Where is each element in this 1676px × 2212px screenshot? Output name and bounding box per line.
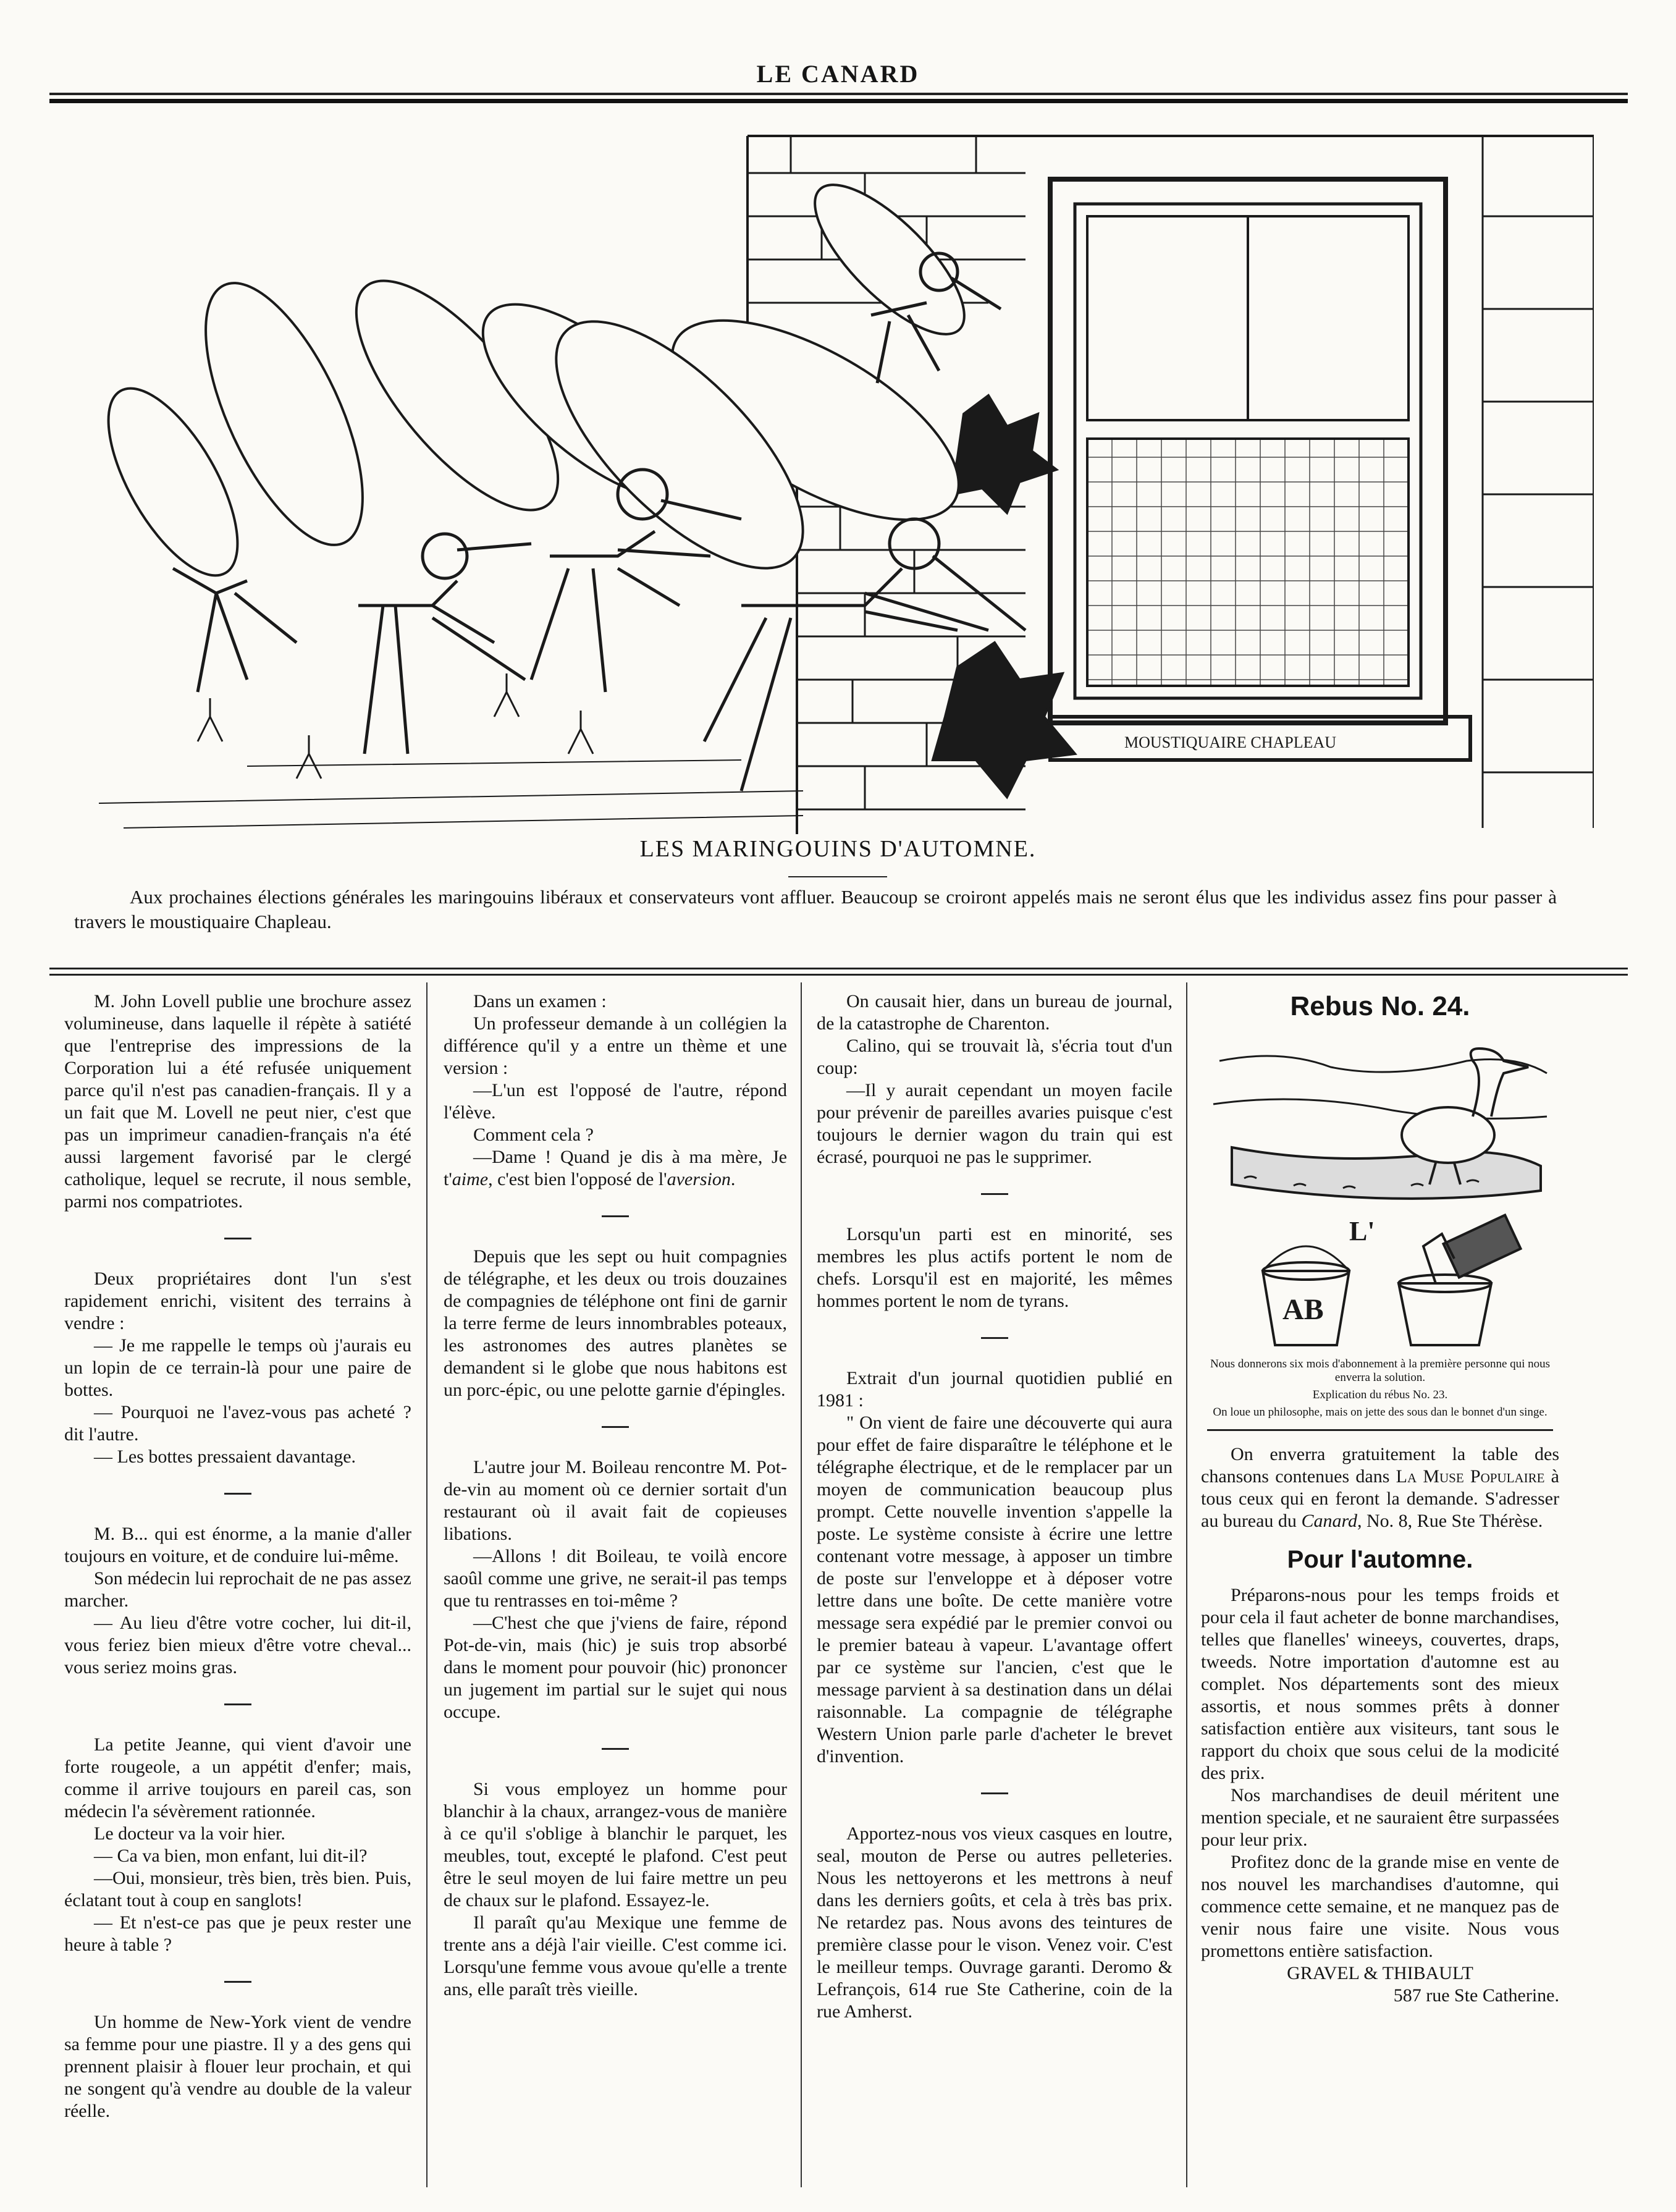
separator [981, 1337, 1008, 1339]
separator [981, 1193, 1008, 1195]
paragraph: Profitez donc de la grande mise en vente de nos nouvel les marchandises d'automne, qui commence cette semaine, et ne manquez pas de venir nous faire une visite. Nous vous promettons entière satisfaction. [1201, 1852, 1559, 1961]
separator [224, 1981, 251, 1983]
rebus-letters-ab: AB [1282, 1293, 1324, 1326]
paragraph: —Oui, monsieur, très bien, très bien. Puis, éclatant tout à coup en sanglots! [64, 1868, 411, 1910]
column-2 [444, 990, 787, 2001]
paragraph: M. John Lovell publie une brochure assez volumineuse, dans laquelle il répète à satiété que l'entreprise des impressions de la Corporation lui a été refusée uniquement parce qu'il n'est pas canadien-français. Il y a un fait que M. Lovell ne peut nier, c'est que pas un imprimeur canadien-français n'a été aussi largement favorisé par le clergé catholique, lequel se recrute, il nous semble, parmi nos compatriotes. [64, 991, 411, 1212]
paragraph: Dans un examen : [473, 991, 607, 1011]
section-rule-top [49, 968, 1628, 969]
masthead-rule-top [49, 93, 1628, 95]
illustration-caption: Aux prochaines élections générales les maringouins libéraux et conservateurs vont affluer. Beaucoup se croiront appelés mais ne seront élus que les individus assez fins pour passer à travers le moustiquaire Chapleau. [74, 886, 1557, 932]
text-run: On enverra gratuitement la table des chansons contenues dans [1201, 1444, 1559, 1487]
goose [1402, 1107, 1494, 1163]
section-title: Pour l'automne. [1287, 1546, 1473, 1573]
paragraph [444, 1146, 787, 1191]
separator [602, 1426, 629, 1428]
paragraph: Calino, qui se trouvait là, s'écria tout d'un coup: [817, 1036, 1173, 1078]
paragraph: Un professeur demande à un collégien la différence qu'il y a entre un thème et une version : [444, 1013, 787, 1078]
paragraph: — Ca va bien, mon enfant, lui dit-il? [94, 1846, 368, 1866]
paragraph: Son médecin lui reprochait de ne pas assez marcher. [64, 1568, 411, 1611]
paragraph: Un homme de New-York vient de vendre sa femme pour une piastre. Il y a des gens qui prennent plaisir à flouer leur prochain, et qui ne songent qu'à vendre au double de la valeur réelle. [64, 2012, 411, 2121]
paragraph [1201, 1443, 1559, 1532]
paragraph: " On vient de faire une découverte qui aura pour effet de faire disparaître le téléphone et le télégraphe électrique, et de le remplacer par un moyen de communication beaucoup plus prompt. Cette nouvelle invention s'appelle la poste. Le système consiste à écrire une lettre contenant votre message, à apposer un timbre de poste sur l'enveloppe et à déposer votre lettre dans une boîte. De cette manière votre message sera expédié par le premier convoi ou le premier bateau à vapeur. L'avantage offert par ce système sur l'ancien, c'est que le message parvient à sa destination dans un délai raisonnable. La compagnie de télégraphe Western Union parle parle d'acheter le brevet d'invention. [817, 1412, 1173, 1767]
paragraph: Nos marchandises de deuil méritent une mention speciale, et ne sauraient être surpassées pour leur prix. [1201, 1785, 1559, 1850]
column-divider-1 [426, 982, 427, 2187]
column-4 [1201, 990, 1559, 2007]
text-run: , No. 8, Rue Ste Thérèse. [1357, 1511, 1543, 1531]
separator [224, 1238, 251, 1239]
text-run: à tous ceux qui en feront la demande. S'adresser au bureau du [1201, 1466, 1559, 1531]
rebus-note: Nous donnerons six mois d'abonnement à la première personne qui nous enverra la solution. [1210, 1357, 1551, 1384]
text-run: . [730, 1169, 736, 1189]
paragraph: Si vous employez un homme pour blanchir à la chaux, arrangez-vous de manière à ce qu'il s'oblige à blanchir le parquet, les meubles, tout, excepté le plafond. C'est peut être le seul moyen de lui faire mettre un peu de chaux sur le plafond. Essayez-le. [444, 1779, 787, 1910]
title-underline [788, 876, 887, 877]
separator [224, 1493, 251, 1495]
masthead-rule-bottom [49, 99, 1628, 103]
paragraph: Préparons-nous pour les temps froids et pour cela il faut acheter de bonne marchandises, telles que flanelles' wineeys, couvertes, draps, tweeds. Notre importation d'automne est au complet. Nos départements sont des mieux assortis, et nous sommes prêts à donner satisfaction entière aux visiteurs, tant sous le rapport du choix que sous celui de la modicité des prix. [1201, 1585, 1559, 1783]
italic-word: aversion [667, 1169, 731, 1189]
illustration-title: LES MARINGOUINS D'AUTOMNE. [639, 836, 1037, 862]
separator [602, 1748, 629, 1750]
paragraph: — Au lieu d'être votre cocher, lui dit-il, vous feriez bien mieux d'être votre cheval... vous seriez moins gras. [64, 1613, 411, 1678]
paragraph: Extrait d'un journal quotidien publié en 1981 : [817, 1368, 1173, 1411]
paragraph: —C'hest che que j'viens de faire, répond Pot-de-vin, mais (hic) je suis trop absorbé dans le moment pour pouvoir (hic) prononcer un jugement im partial sur le sujet qui nous occupe. [444, 1613, 787, 1722]
paragraph: On causait hier, dans un bureau de journal, de la catastrophe de Charenton. [817, 991, 1173, 1034]
paragraph: Il paraît qu'au Mexique une femme de trente ans a déjà l'air vieille. C'est comme ici. Lorsqu'une femme vous avoue qu'elle a trente ans, elle paraît très vieille. [444, 1912, 787, 1999]
rebus-letters-l: L' [1349, 1216, 1375, 1246]
rebus-explanation: On loue un philosophe, mais on jette des sous dan le bonnet d'un singe. [1213, 1406, 1548, 1419]
paragraph: —Allons ! dit Boileau, te voilà encore saoûl comme une grive, ne serait-il pas temps que tu rentrasses en toi-même ? [444, 1546, 787, 1611]
separator [224, 1703, 251, 1705]
text-run: , c'est bien l'opposé de l' [488, 1169, 667, 1189]
paragraph: — Pourquoi ne l'avez-vous pas acheté ? dit l'autre. [64, 1402, 411, 1445]
mosquito-screen [1087, 439, 1409, 686]
paragraph: — Et n'est-ce pas que je peux rester une heure à table ? [64, 1912, 411, 1955]
paragraph: L'autre jour M. Boileau rencontre M. Pot-de-vin au moment où ce dernier sortait d'un restaurant où il avait fait de copieuses libations. [444, 1457, 787, 1544]
separator [981, 1792, 1008, 1794]
rebus-illustration [1207, 1024, 1553, 1357]
paragraph: Comment cela ? [473, 1125, 594, 1145]
italic-word: aime [452, 1169, 489, 1189]
separator [602, 1215, 629, 1217]
publication-title: La Muse Populaire [1396, 1466, 1545, 1487]
rebus-title: Rebus No. 24. [1290, 991, 1470, 1021]
paragraph: — Les bottes pressaient davantage. [94, 1446, 356, 1467]
paragraph: Deux propriétaires dont l'un s'est rapidement enrichi, visitent des terrains à vendre : [64, 1269, 411, 1333]
column-3 [817, 990, 1173, 2023]
paragraph: Apportez-nous vos vieux casques en loutre, seal, mouton de Perse ou autres pelleteries. Nous les nettoyerons et les mettrons à neuf dans les derniers goûts, et cela à très bas prix. Ne retardez pas. Nous avons des teintures de première classe pour le vison. Venez voir. C'est le meilleur temps. Ouvrage garanti. Deromo & Lefrançois, 614 rue Ste Catherine, coin de la rue Amherst. [817, 1823, 1173, 2022]
paragraph: La petite Jeanne, qui vient d'avoir une forte rougeole, a un appétit d'enfer; mais, comme il arrive toujours en pareil cas, son médecin l'a sévèrement rationnée. [64, 1734, 411, 1822]
paragraph: Le docteur va la voir hier. [94, 1823, 285, 1844]
sill-sign-text: MOUSTIQUAIRE CHAPLEAU [1124, 733, 1337, 751]
paragraph: Depuis que les sept ou huit compagnies de télégraphe, et les deux ou trois douzaines de compagnies de téléphone ont fini de garnir la terre ferme de leurs innombrables poteaux, les astronomes des autres planètes se demandent si le globe que nous habitons est un porc-épic, ou une pelotte garnie d'épingles. [444, 1246, 787, 1400]
column-divider-2 [801, 982, 802, 2187]
advertiser-name: GRAVEL & THIBAULT [1287, 1963, 1473, 1983]
rebus-explanation-title: Explication du rébus No. 23. [1312, 1388, 1448, 1401]
paragraph: — Je me rappelle le temps où j'aurais eu un lopin de ce terrain-là pour une paire de bottes. [64, 1335, 411, 1400]
text-run: —Dame ! Quand je dis à ma mère, Je t' [444, 1147, 787, 1189]
masthead: LE CANARD [756, 60, 920, 88]
publication-name: Canard [1301, 1511, 1358, 1531]
paragraph: —Il y aurait cependant un moyen facile pour prévenir de pareilles avaries puisque c'est toujours le dernier wagon du train qui est écrasé, pourquoi ne pas le supprimer. [817, 1080, 1173, 1167]
paragraph: —L'un est l'opposé de l'autre, répond l'élève. [444, 1080, 787, 1123]
paragraph: M. B... qui est énorme, a la manie d'aller toujours en voiture, et de conduire lui-même. [64, 1524, 411, 1566]
advertiser-address: 587 rue Ste Catherine. [1393, 1985, 1559, 2006]
paragraph: Lorsqu'un parti est en minorité, ses membres les plus actifs portent le nom de chefs. Lorsqu'il est en majorité, les mêmes hommes portent le nom de tyrans. [817, 1224, 1173, 1311]
column-divider-3 [1186, 982, 1187, 2187]
cartoon-illustration [62, 124, 1594, 853]
section-rule-bottom [49, 974, 1628, 976]
separator-rule [1207, 1429, 1553, 1431]
column-1 [64, 990, 411, 2122]
